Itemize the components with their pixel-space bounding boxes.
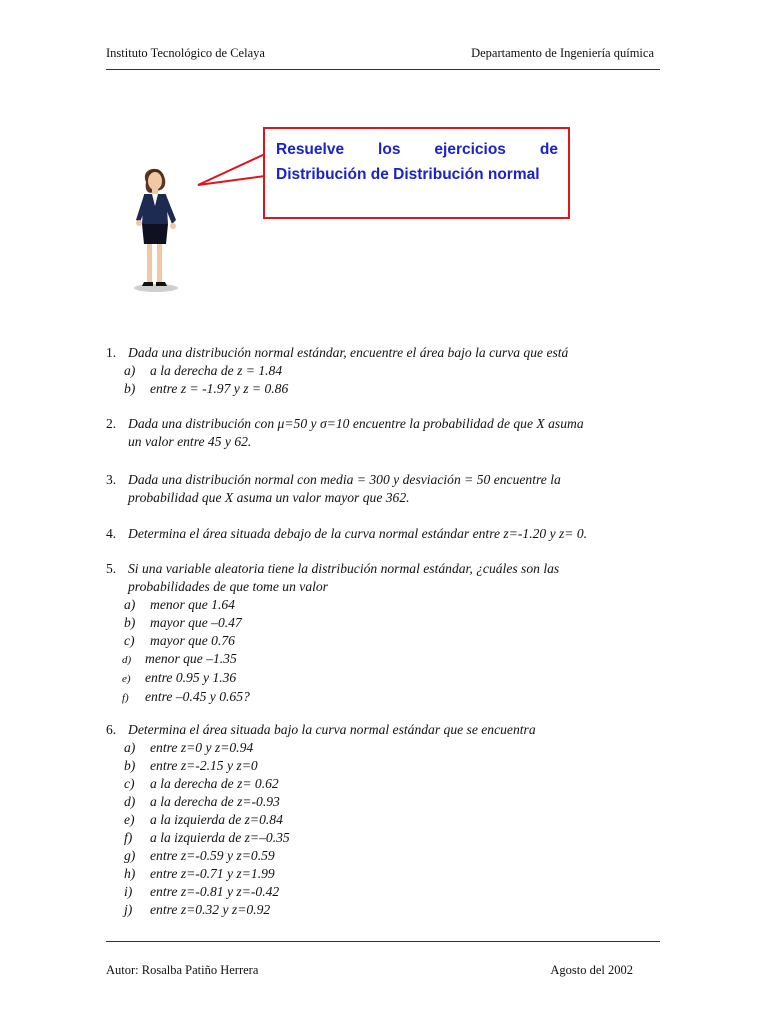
footer-date: Agosto del 2002: [550, 963, 633, 977]
sub-item-text: a la izquierda de z=–0.35: [150, 830, 290, 845]
sub-item-text: a la izquierda de z=0.84: [150, 812, 283, 827]
exercise-line: probabilidad que X asuma un valor mayor que 362.: [128, 490, 410, 505]
sub-item: [124, 757, 666, 775]
speech-bubble: [263, 127, 570, 219]
exercise-line: un valor entre 45 y 62.: [128, 434, 252, 449]
sub-item-label: j): [124, 902, 133, 917]
footer-author: Autor: Rosalba Patiño Herrera: [106, 963, 259, 977]
sub-item-label: a): [124, 597, 136, 612]
sub-item-label: i): [124, 884, 133, 899]
sub-item-text: entre z=-0.81 y z=-0.42: [150, 884, 280, 899]
exercise-number: 3.: [106, 472, 117, 487]
exercise-5: [106, 560, 666, 707]
exercise-number: 6.: [106, 722, 117, 737]
exercise-number: 5.: [106, 561, 117, 576]
exercise-line: probabilidades de que tome un valor: [128, 579, 328, 594]
sub-item: [124, 865, 666, 883]
sub-item: [124, 380, 666, 398]
presenter-woman-illustration: [126, 162, 198, 299]
sub-item: [122, 688, 666, 707]
sub-item-label: h): [124, 866, 136, 881]
sub-item: [124, 614, 666, 632]
sub-item-text: mayor que 0.76: [150, 633, 235, 648]
exercise-4: [106, 525, 666, 543]
sub-item: [124, 901, 666, 919]
sub-item-text: entre z = -1.97 y z = 0.86: [150, 381, 289, 396]
sub-item: [122, 650, 666, 669]
exercise-line: Si una variable aleatoria tiene la distribución normal estándar, ¿cuáles son las: [128, 561, 560, 576]
exercise-number: 1.: [106, 345, 117, 360]
exercise-number: 2.: [106, 416, 117, 431]
sub-item-label: c): [124, 776, 135, 791]
header-rule: [106, 69, 660, 70]
sub-item: [124, 847, 666, 865]
header-department: Departamento de Ingeniería química: [471, 46, 654, 60]
sub-item-label: d): [122, 654, 132, 666]
sub-item-label: e): [122, 673, 131, 685]
sub-item-text: entre z=-0.59 y z=0.59: [150, 848, 275, 863]
sub-item-label: g): [124, 848, 136, 863]
exercise-number: 4.: [106, 526, 117, 541]
exercise-line: Determina el área situada debajo de la curva normal estándar entre z=-1.20 y z= 0.: [128, 526, 588, 541]
sub-item-text: a la derecha de z=-0.93: [150, 794, 280, 809]
footer-rule: [106, 941, 660, 942]
exercise-line: Dada una distribución normal estándar, encuentre el área bajo la curva que está: [128, 345, 569, 360]
sub-item-label: c): [124, 633, 135, 648]
sub-item-text: entre z=0 y z=0.94: [150, 740, 254, 755]
sub-item: [124, 362, 666, 380]
sub-item: [124, 632, 666, 650]
sub-item-text: menor que 1.64: [150, 597, 235, 612]
sub-item: [122, 669, 666, 688]
sub-item: [124, 883, 666, 901]
sub-item-text: menor que –1.35: [145, 651, 237, 666]
exercise-line: Determina el área situada bajo la curva normal estándar que se encuentra: [128, 722, 536, 737]
sub-item: [124, 596, 666, 614]
header-institute: Instituto Tecnológico de Celaya: [106, 46, 265, 60]
sub-item-label: f): [124, 830, 133, 845]
sub-item-label: b): [124, 615, 136, 630]
sub-item-label: f): [122, 692, 129, 704]
exercise-2: [106, 415, 666, 451]
exercise-line: Dada una distribución con μ=50 y σ=10 encuentre la probabilidad de que X asuma: [128, 416, 584, 431]
sub-item: [124, 793, 666, 811]
sub-item: [124, 829, 666, 847]
sub-item-text: entre z=0.32 y z=0.92: [150, 902, 271, 917]
sub-item-label: d): [124, 794, 136, 809]
sub-item: [124, 739, 666, 757]
sub-item-label: b): [124, 758, 136, 773]
sub-item: [124, 775, 666, 793]
sub-item-text: entre z=-2.15 y z=0: [150, 758, 258, 773]
sub-item-text: mayor que –0.47: [150, 615, 242, 630]
sub-item-label: a): [124, 363, 136, 378]
sub-item-label: a): [124, 740, 136, 755]
sub-item-label: b): [124, 381, 136, 396]
sub-item: [124, 811, 666, 829]
sub-item-text: a la derecha de z= 0.62: [150, 776, 279, 791]
exercise-3: [106, 471, 666, 507]
callout-text: Resuelve los ejercicios de Distribución de Distribución normal: [276, 141, 558, 183]
sub-item-text: entre z=-0.71 y z=1.99: [150, 866, 275, 881]
exercise-6: [106, 721, 666, 919]
exercise-line: Dada una distribución normal con media = 300 y desviación = 50 encuentre la: [128, 472, 561, 487]
speech-pointer: [196, 150, 268, 190]
sub-item-text: entre 0.95 y 1.36: [145, 670, 237, 685]
sub-item-text: a la derecha de z = 1.84: [150, 363, 283, 378]
exercise-1: [106, 344, 666, 398]
sub-item-label: e): [124, 812, 135, 827]
sub-item-text: entre –0.45 y 0.65?: [145, 689, 250, 704]
